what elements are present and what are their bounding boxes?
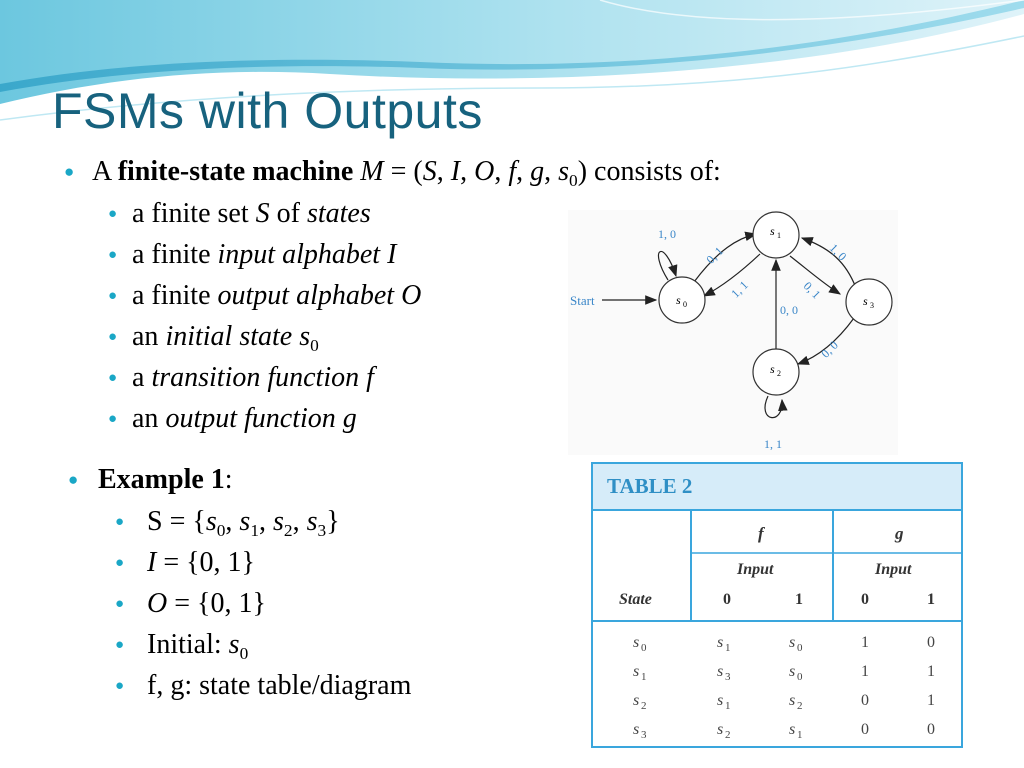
svg-text:0: 0 — [927, 634, 935, 651]
table-caption: TABLE 2 — [607, 474, 693, 498]
slide-title: FSMs with Outputs — [52, 83, 483, 139]
svg-text:0: 0 — [927, 721, 935, 738]
example-heading: ● Example 1: — [68, 464, 233, 495]
table-caption-bar — [593, 464, 961, 511]
bullet-icon: ● — [115, 514, 125, 530]
svg-text:s: s — [789, 634, 796, 651]
col-header-g: g — [895, 524, 904, 543]
state-table — [591, 462, 963, 748]
state-node-s0 — [659, 277, 705, 323]
bullet-icon: ● — [64, 162, 75, 181]
svg-text:0: 0 — [797, 671, 803, 683]
bullet-icon: ● — [115, 637, 125, 653]
input-value-g1: 1 — [927, 591, 935, 608]
svg-text:1: 1 — [927, 663, 935, 680]
svg-text:0: 0 — [641, 642, 647, 654]
state-col-header: State — [619, 591, 652, 608]
component-output-alphabet: ● a finite output alphabet O — [108, 280, 422, 311]
svg-text:s: s — [789, 663, 796, 680]
svg-text:1: 1 — [725, 700, 731, 712]
input-label-g: Input — [875, 561, 912, 578]
svg-text:1: 1 — [725, 642, 731, 654]
table-row — [633, 692, 935, 712]
edge-label-s2-self: 1, 1 — [764, 437, 782, 451]
table-row — [633, 634, 935, 654]
svg-text:1: 1 — [927, 692, 935, 709]
svg-text:s: s — [770, 224, 775, 238]
svg-text:2: 2 — [797, 700, 803, 712]
edge-label-s3-s1: 1, 0 — [826, 240, 850, 264]
bullet-icon: ● — [115, 678, 125, 694]
edge-label-s2-s1: 0, 0 — [780, 303, 798, 317]
svg-text:3: 3 — [725, 671, 731, 683]
svg-text:3: 3 — [870, 301, 874, 310]
component-states: ● a finite set S of states — [108, 198, 371, 229]
example-output-set: ● O = {0, 1} — [115, 588, 266, 619]
svg-text:s: s — [633, 634, 640, 651]
svg-text:3: 3 — [641, 729, 647, 741]
svg-text:0: 0 — [861, 692, 869, 709]
component-output-function: ● an output function g — [108, 403, 357, 434]
table-row — [633, 721, 935, 741]
svg-text:s: s — [789, 721, 796, 738]
example-fg: ● f, g: state table/diagram — [115, 670, 412, 701]
state-node-s1 — [753, 212, 799, 258]
svg-text:1: 1 — [641, 671, 647, 683]
svg-text:0: 0 — [861, 721, 869, 738]
svg-text:s: s — [717, 634, 724, 651]
bullet-icon: ● — [108, 370, 118, 386]
svg-text:s: s — [633, 663, 640, 680]
svg-text:1: 1 — [861, 663, 869, 680]
start-label: Start — [570, 293, 595, 308]
svg-text:2: 2 — [777, 369, 781, 378]
edge-label-s1-s3: 0, 1 — [800, 278, 824, 302]
svg-text:1: 1 — [797, 729, 803, 741]
svg-text:0: 0 — [797, 642, 803, 654]
bullet-icon: ● — [108, 288, 118, 304]
state-node-s3 — [846, 279, 892, 325]
state-diagram — [568, 210, 898, 455]
svg-text:s: s — [770, 362, 775, 376]
state-node-s2 — [753, 349, 799, 395]
input-value-f0: 0 — [723, 591, 731, 608]
bullet-icon: ● — [68, 470, 79, 489]
intro-bullet: ● A finite-state machine M = (S, I, O, f, g, $s_0$) consists of: — [64, 156, 721, 191]
component-transition-function: ● a transition function f — [108, 362, 374, 393]
term-fsm: finite-state machine — [117, 156, 354, 187]
bullet-icon: ● — [108, 411, 118, 427]
svg-text:s: s — [633, 692, 640, 709]
bullet-icon: ● — [108, 329, 118, 345]
svg-text:s: s — [717, 721, 724, 738]
svg-text:1: 1 — [861, 634, 869, 651]
svg-text:2: 2 — [641, 700, 647, 712]
edge-label-s1-s0: 1, 1 — [728, 277, 751, 301]
edge-label-s0-s1: 0, 1 — [703, 243, 727, 267]
input-label-f: Input — [737, 561, 774, 578]
component-initial-state: ● an initial state $s_0$ — [108, 321, 319, 356]
input-value-f1: 1 — [795, 591, 803, 608]
svg-text:s: s — [863, 294, 868, 308]
bullet-icon: ● — [108, 206, 118, 222]
edge-label-s0-self: 1, 0 — [658, 227, 676, 241]
svg-text:1: 1 — [777, 231, 781, 240]
svg-text:s: s — [633, 721, 640, 738]
svg-text:s: s — [717, 692, 724, 709]
bullet-icon: ● — [115, 596, 125, 612]
bullet-icon: ● — [115, 555, 125, 571]
table-row — [633, 663, 935, 683]
example-state-set: ● $S = \{s_0$, $s_1$, $s_2$, $s_3$} — [115, 506, 340, 541]
component-input-alphabet: ● a finite input alphabet I — [108, 239, 397, 270]
svg-text:s: s — [717, 663, 724, 680]
edge-label-s3-s2: 0, 0 — [818, 337, 841, 361]
svg-text:s: s — [789, 692, 796, 709]
col-header-f: f — [758, 524, 764, 543]
input-value-g0: 0 — [861, 591, 869, 608]
example-input-set: ● I = {0, 1} — [115, 547, 255, 578]
svg-text:s: s — [676, 293, 681, 307]
svg-text:2: 2 — [725, 729, 731, 741]
svg-text:0: 0 — [683, 300, 687, 309]
bullet-icon: ● — [108, 247, 118, 263]
table-grid — [593, 511, 961, 746]
example-initial: ● Initial: $s_0$ — [115, 629, 249, 664]
